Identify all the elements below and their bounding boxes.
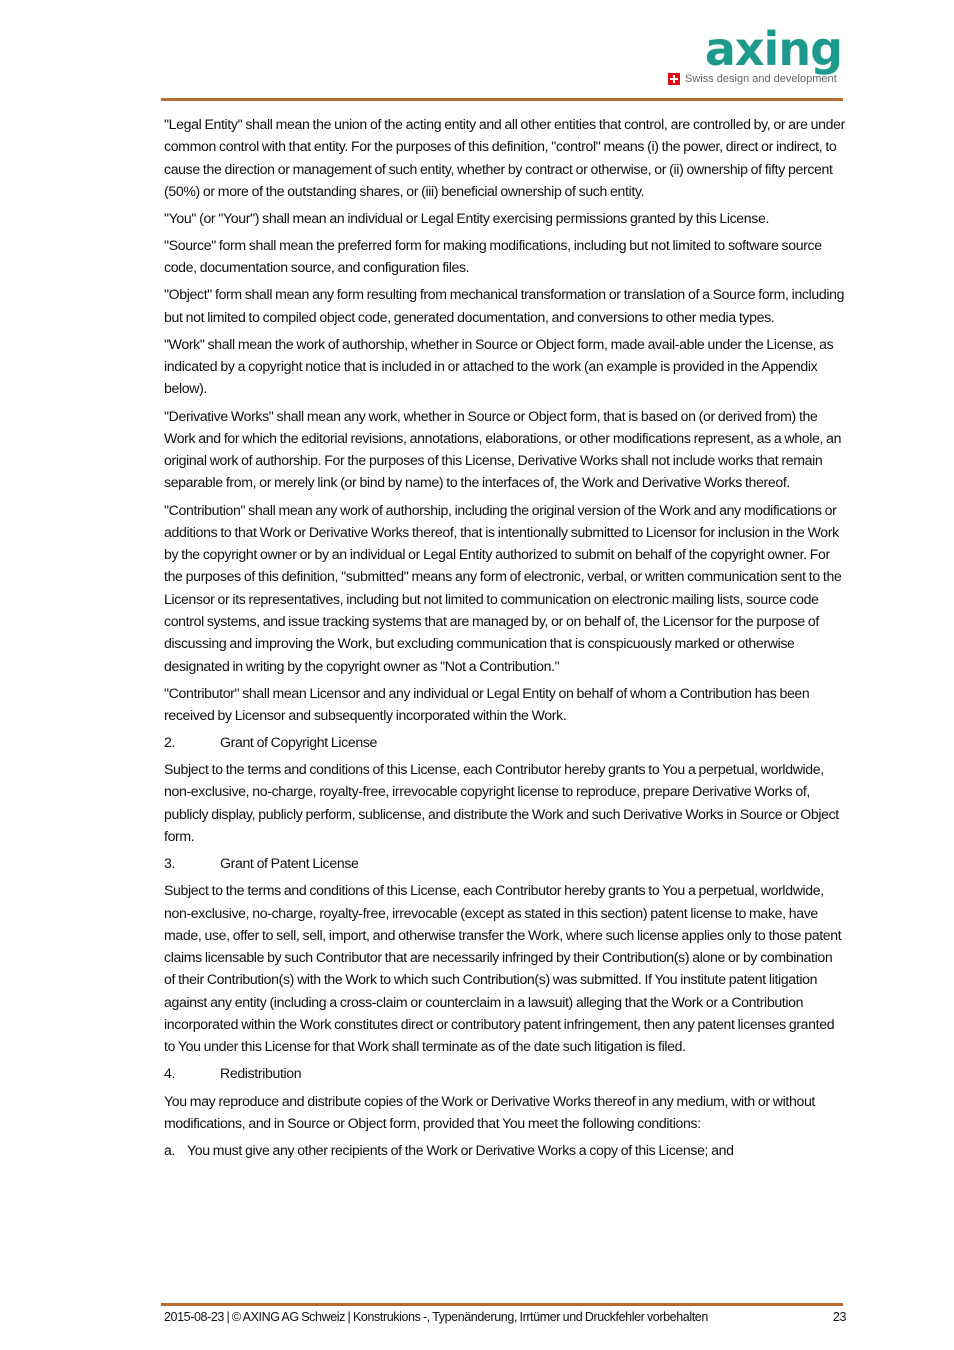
logo-wordmark: axing [704,22,842,76]
paragraph: "Work" shall mean the work of authorship, whether in Source or Object form, made avail-able under the License, as indicated by a copyright notice that is included in or attached to the work (an example is provided in the Appendix below). [164,335,834,397]
page-footer [164,1307,846,1327]
paragraph: "Derivative Works" shall mean any work, whether in Source or Object form, that is based on (or derived from) the Work and for which the editorial revisions, annotations, elaborations, or other modifications represent, as a whole, an original work of authorship. For the purposes of this License, Derivative Works shall not include works that remain separable from, or merely link (or bind by name) to the interfaces of, the Work and Derivative Works thereof. [164,407,842,491]
paragraph: "Legal Entity" shall mean the union of the acting entity and all other entities that control, are controlled by, or are under common control with that entity. For the purposes of this definition, "control" means (i) the power, direct or indirect, to cause the direction or management of such entity, whether by contract or otherwise, or (ii) ownership of fifty percent (50%) or more of the outstanding shares, or (iii) beneficial ownership of such entity. [164,116,845,199]
document-body [164,113,846,1166]
section-title: Grant of Copyright License [220,734,378,751]
paragraph: Subject to the terms and conditions of this License, each Contributor hereby grants to You a perpetual, worldwide, non-exclusive, no-charge, royalty-free, irrevocable copyright license to reproduce, prepare Derivative Works of, publicly display, publicly perform, sublicense, and distribute the Work and such Derivative Works in Source or Object form. [164,761,839,845]
paragraph: Subject to the terms and conditions of this License, each Contributor hereby grants to You a perpetual, worldwide, non-exclusive, no-charge, royalty-free, irrevocable (except as stated in this section) patent license to make, have made, use, offer to sell, sell, import, and otherwise transfer the Work, where such license applies only to those patent claims licensable by such Contributor that are necessarily infringed by their Contribution(s) alone or by combination of their Contribution(s) with the Work to which such Contribution(s) was submitted. If You institute patent litigation against any entity (including a cross-claim or counterclaim in a lawsuit) alleging that the Work or a Contribution incorporated within the Work constitutes direct or contributory patent infringement, then any patent licenses granted to You under this License for that Work shall terminate as of the date such litigation is filed. [164,882,842,1055]
list-item-label: a. [164,1141,176,1158]
paragraph: "Object" form shall mean any form resulting from mechanical transformation or translation of a Source form, including but not limited to compiled object code, generated documentation, and conversions to other media types. [164,286,845,325]
section-heading [164,852,846,874]
footer-text: 2015-08-23 | © AXING AG Schweiz | Konstrukions -, Typenänderung, Irrtümer und Druckfehler vorbehalten [164,1310,708,1324]
paragraph: "Contributor" shall mean Licensor and any individual or Legal Entity on behalf of whom a Contribution has been received by Licensor and subsequently incorporated within the Work. [164,684,810,723]
paragraph: You may reproduce and distribute copies of the Work or Derivative Works thereof in any medium, with or without modifications, and in Source or Object form, provided that You meet the following conditions: [164,1092,815,1131]
section-title: Redistribution [220,1065,302,1082]
page-number: 23 [832,1310,846,1324]
header-rule [161,98,843,101]
section-number: 4. [164,1065,176,1082]
swiss-flag-icon [668,73,680,85]
paragraph: "Contribution" shall mean any work of authorship, including the original version of the Work and any modifications or additions to that Work or Derivative Works thereof, that is intentionally submitted to Licensor for inclusion in the Work by the copyright owner or by an individual or Legal Entity authorized to submit on behalf of the copyright owner. For the purposes of this definition, "submitted" means any form of electronic, verbal, or written communication sent to the Licensor or its representatives, including but not limited to communication on electronic mailing lists, source code control systems, and issue tracking systems that are managed by, or on behalf of, the Licensor for the purpose of discussing and improving the Work, but excluding communication that is conspicuously marked or otherwise designated in writing by the copyright owner as "Not a Contribution." [164,501,842,674]
list-item-text: You must give any other recipients of the Work or Derivative Works a copy of this License; and [187,1141,734,1158]
section-number: 2. [164,734,176,751]
logo-tagline-row [668,72,837,86]
section-title: Grant of Patent License [220,855,359,872]
list-item [164,1139,846,1161]
company-logo [664,22,844,92]
section-heading [164,1062,846,1084]
section-number: 3. [164,855,176,872]
logo-tagline: Swiss design and development [685,73,837,85]
section-heading [164,731,846,753]
paragraph: "You" (or "Your") shall mean an individual or Legal Entity exercising permissions granted by this License. [164,209,770,226]
paragraph: "Source" form shall mean the preferred form for making modifications, including but not limited to software source code, documentation source, and configuration files. [164,237,822,276]
footer-rule [161,1303,843,1306]
